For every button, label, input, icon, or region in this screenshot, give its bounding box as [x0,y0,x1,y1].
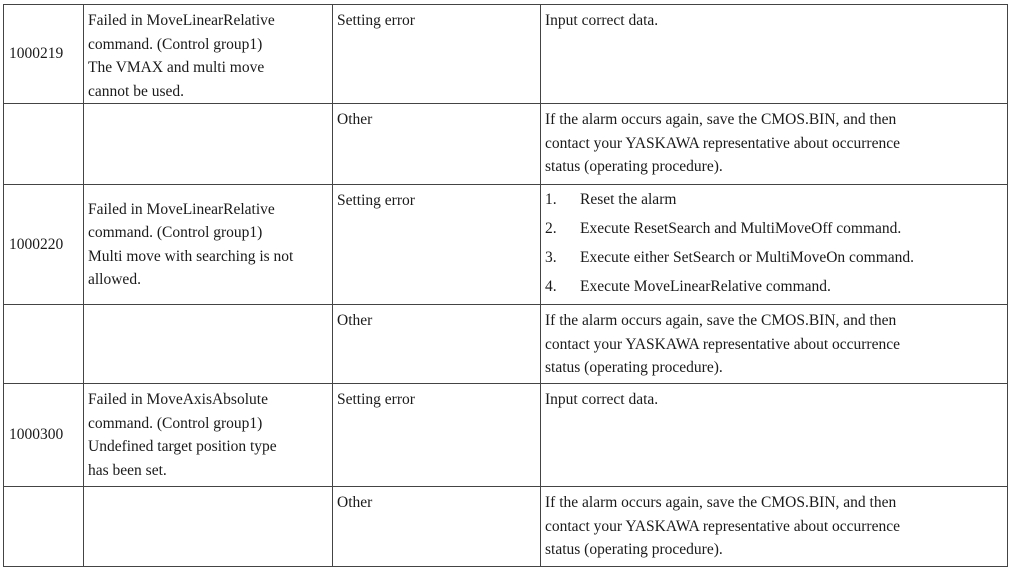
alarm-remedy: Input correct data. [541,384,1008,487]
alarm-cause: Other [333,305,541,384]
table-row [4,305,1008,384]
alarm-description: Failed in MoveLinearRelative command. (Control group1) Multi move with searching is not allowed. [84,185,333,305]
table-row [4,5,1008,104]
empty-cell [4,104,84,185]
list-item: 3. Execute either SetSearch or MultiMoveOn command. [545,249,915,266]
remedy-steps [545,189,1003,298]
alarm-cause: Setting error [333,5,541,104]
alarm-cause: Other [333,104,541,185]
empty-cell [4,305,84,384]
alarm-remedy: If the alarm occurs again, save the CMOS.BIN, and then contact your YASKAWA representative about occurrence status (operating procedure). [541,104,1008,185]
alarm-remedy [541,185,1008,305]
alarm-table [3,4,1008,567]
empty-cell [4,487,84,567]
alarm-cause: Other [333,487,541,567]
alarm-remedy: Input correct data. [541,5,1008,104]
empty-cell [84,104,333,185]
list-item: 4. Execute MoveLinearRelative command. [545,278,831,295]
table-row [4,487,1008,567]
alarm-code: 1000220 [4,185,84,305]
alarm-description: Failed in MoveLinearRelative command. (Control group1) The VMAX and multi move cannot be used. [84,5,333,104]
list-item: 2. Execute ResetSearch and MultiMoveOff command. [545,220,902,237]
list-item: 1. Reset the alarm [545,191,677,208]
empty-cell [84,487,333,567]
alarm-description: Failed in MoveAxisAbsolute command. (Control group1) Undefined target position type has been set. [84,384,333,487]
empty-cell [84,305,333,384]
table-row [4,185,1008,305]
alarm-remedy: If the alarm occurs again, save the CMOS.BIN, and then contact your YASKAWA representative about occurrence status (operating procedure). [541,487,1008,567]
alarm-code: 1000219 [4,5,84,104]
table-row [4,384,1008,487]
alarm-cause: Setting error [333,185,541,305]
alarm-code: 1000300 [4,384,84,487]
alarm-remedy: If the alarm occurs again, save the CMOS.BIN, and then contact your YASKAWA representative about occurrence status (operating procedure). [541,305,1008,384]
table-row [4,104,1008,185]
alarm-cause: Setting error [333,384,541,487]
